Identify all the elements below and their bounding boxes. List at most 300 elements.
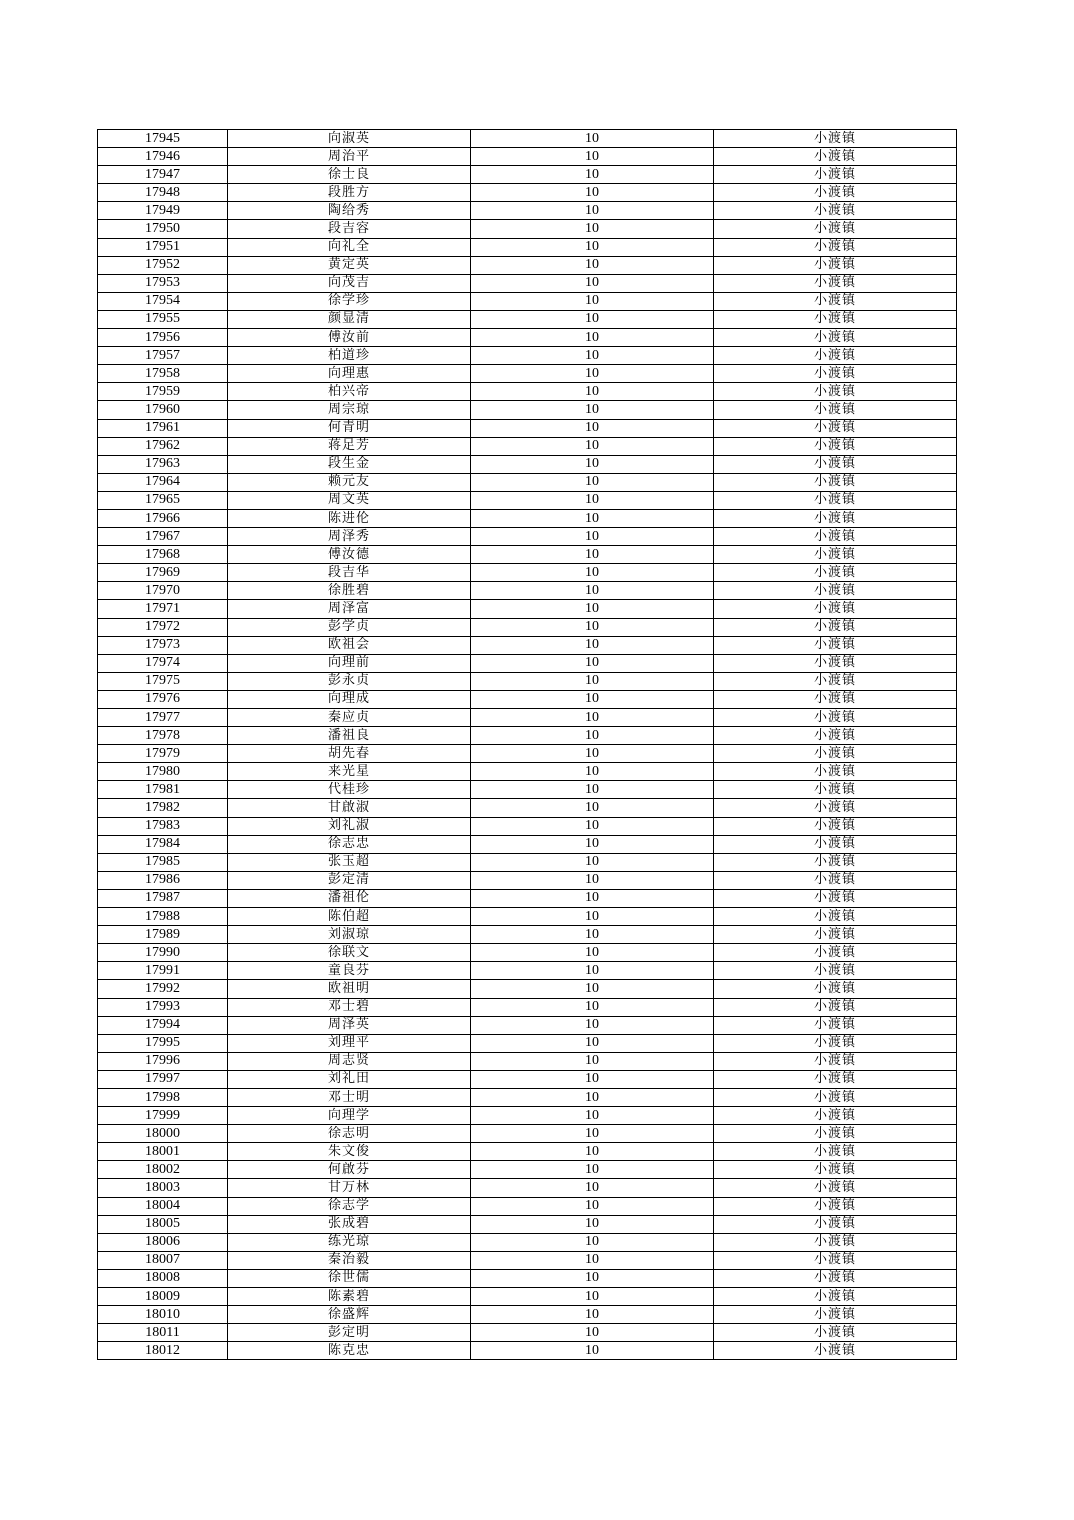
- amount-cell: 10: [471, 491, 714, 509]
- table-row: [98, 292, 957, 310]
- town-cell: 小渡镇: [714, 1306, 957, 1324]
- amount-cell: 10: [471, 727, 714, 745]
- town-cell: 小渡镇: [714, 329, 957, 347]
- name-cell: 来光星: [228, 763, 471, 781]
- id-cell: 17970: [98, 582, 228, 600]
- table-row: [98, 781, 957, 799]
- table-row: [98, 1070, 957, 1088]
- id-cell: 17985: [98, 853, 228, 871]
- table-row: [98, 437, 957, 455]
- id-cell: 18010: [98, 1306, 228, 1324]
- amount-cell: 10: [471, 962, 714, 980]
- name-cell: 周志贤: [228, 1052, 471, 1070]
- town-cell: 小渡镇: [714, 401, 957, 419]
- town-cell: 小渡镇: [714, 455, 957, 473]
- town-cell: 小渡镇: [714, 220, 957, 238]
- name-cell: 向茂吉: [228, 274, 471, 292]
- name-cell: 周治平: [228, 148, 471, 166]
- id-cell: 17964: [98, 473, 228, 491]
- town-cell: 小渡镇: [714, 437, 957, 455]
- name-cell: 彭永贞: [228, 672, 471, 690]
- name-cell: 彭学贞: [228, 618, 471, 636]
- table-row: [98, 799, 957, 817]
- id-cell: 18000: [98, 1125, 228, 1143]
- table-row: [98, 509, 957, 527]
- amount-cell: 10: [471, 437, 714, 455]
- table-row: [98, 853, 957, 871]
- town-cell: 小渡镇: [714, 1342, 957, 1360]
- amount-cell: 10: [471, 1016, 714, 1034]
- amount-cell: 10: [471, 1088, 714, 1106]
- town-cell: 小渡镇: [714, 835, 957, 853]
- id-cell: 17969: [98, 564, 228, 582]
- amount-cell: 10: [471, 184, 714, 202]
- town-cell: 小渡镇: [714, 926, 957, 944]
- town-cell: 小渡镇: [714, 1070, 957, 1088]
- amount-cell: 10: [471, 365, 714, 383]
- amount-cell: 10: [471, 1233, 714, 1251]
- table-row: [98, 1034, 957, 1052]
- name-cell: 段吉华: [228, 564, 471, 582]
- id-cell: 17988: [98, 908, 228, 926]
- town-cell: 小渡镇: [714, 618, 957, 636]
- amount-cell: 10: [471, 202, 714, 220]
- name-cell: 秦应贞: [228, 709, 471, 727]
- amount-cell: 10: [471, 1324, 714, 1342]
- amount-cell: 10: [471, 1161, 714, 1179]
- table-row: [98, 1288, 957, 1306]
- town-cell: 小渡镇: [714, 727, 957, 745]
- amount-cell: 10: [471, 528, 714, 546]
- table-row: [98, 763, 957, 781]
- amount-cell: 10: [471, 654, 714, 672]
- table-row: [98, 166, 957, 184]
- id-cell: 17997: [98, 1070, 228, 1088]
- name-cell: 赖元友: [228, 473, 471, 491]
- name-cell: 黄定英: [228, 256, 471, 274]
- amount-cell: 10: [471, 944, 714, 962]
- name-cell: 柏道珍: [228, 347, 471, 365]
- amount-cell: 10: [471, 835, 714, 853]
- name-cell: 周泽秀: [228, 528, 471, 546]
- amount-cell: 10: [471, 238, 714, 256]
- table-row: [98, 1161, 957, 1179]
- id-cell: 17996: [98, 1052, 228, 1070]
- name-cell: 傅汝前: [228, 329, 471, 347]
- town-cell: 小渡镇: [714, 654, 957, 672]
- name-cell: 张玉超: [228, 853, 471, 871]
- id-cell: 17979: [98, 745, 228, 763]
- id-cell: 17971: [98, 600, 228, 618]
- amount-cell: 10: [471, 509, 714, 527]
- id-cell: 17981: [98, 781, 228, 799]
- id-cell: 17949: [98, 202, 228, 220]
- table-row: [98, 926, 957, 944]
- name-cell: 徐志忠: [228, 835, 471, 853]
- town-cell: 小渡镇: [714, 582, 957, 600]
- table-row: [98, 256, 957, 274]
- table-row: [98, 202, 957, 220]
- name-cell: 欧祖明: [228, 980, 471, 998]
- table-row: [98, 582, 957, 600]
- table-row: [98, 727, 957, 745]
- name-cell: 向理前: [228, 654, 471, 672]
- amount-cell: 10: [471, 347, 714, 365]
- table-row: [98, 1233, 957, 1251]
- name-cell: 胡先春: [228, 745, 471, 763]
- town-cell: 小渡镇: [714, 817, 957, 835]
- town-cell: 小渡镇: [714, 274, 957, 292]
- name-cell: 刘理平: [228, 1034, 471, 1052]
- table-row: [98, 980, 957, 998]
- amount-cell: 10: [471, 1034, 714, 1052]
- id-cell: 17978: [98, 727, 228, 745]
- id-cell: 17966: [98, 509, 228, 527]
- id-cell: 18003: [98, 1179, 228, 1197]
- name-cell: 蒋足芳: [228, 437, 471, 455]
- table-row: [98, 1197, 957, 1215]
- town-cell: 小渡镇: [714, 419, 957, 437]
- id-cell: 17950: [98, 220, 228, 238]
- amount-cell: 10: [471, 1342, 714, 1360]
- amount-cell: 10: [471, 166, 714, 184]
- table-row: [98, 1179, 957, 1197]
- name-cell: 傅汝德: [228, 546, 471, 564]
- town-cell: 小渡镇: [714, 799, 957, 817]
- name-cell: 朱文俊: [228, 1143, 471, 1161]
- name-cell: 段生金: [228, 455, 471, 473]
- table-row: [98, 1251, 957, 1269]
- name-cell: 周宗琼: [228, 401, 471, 419]
- amount-cell: 10: [471, 473, 714, 491]
- amount-cell: 10: [471, 745, 714, 763]
- name-cell: 何啟芬: [228, 1161, 471, 1179]
- town-cell: 小渡镇: [714, 1034, 957, 1052]
- amount-cell: 10: [471, 1197, 714, 1215]
- id-cell: 17991: [98, 962, 228, 980]
- amount-cell: 10: [471, 1269, 714, 1287]
- amount-cell: 10: [471, 871, 714, 889]
- town-cell: 小渡镇: [714, 908, 957, 926]
- amount-cell: 10: [471, 292, 714, 310]
- table-row: [98, 636, 957, 654]
- id-cell: 18007: [98, 1251, 228, 1269]
- amount-cell: 10: [471, 455, 714, 473]
- town-cell: 小渡镇: [714, 600, 957, 618]
- town-cell: 小渡镇: [714, 1088, 957, 1106]
- id-cell: 17947: [98, 166, 228, 184]
- id-cell: 18002: [98, 1161, 228, 1179]
- town-cell: 小渡镇: [714, 1107, 957, 1125]
- name-cell: 向理成: [228, 690, 471, 708]
- id-cell: 17986: [98, 871, 228, 889]
- amount-cell: 10: [471, 672, 714, 690]
- id-cell: 17999: [98, 1107, 228, 1125]
- town-cell: 小渡镇: [714, 1179, 957, 1197]
- amount-cell: 10: [471, 853, 714, 871]
- amount-cell: 10: [471, 130, 714, 148]
- town-cell: 小渡镇: [714, 473, 957, 491]
- amount-cell: 10: [471, 1179, 714, 1197]
- table-row: [98, 1324, 957, 1342]
- town-cell: 小渡镇: [714, 1016, 957, 1034]
- amount-cell: 10: [471, 636, 714, 654]
- id-cell: 17989: [98, 926, 228, 944]
- town-cell: 小渡镇: [714, 491, 957, 509]
- table-row: [98, 672, 957, 690]
- id-cell: 17959: [98, 383, 228, 401]
- table-row: [98, 401, 957, 419]
- name-cell: 徐联文: [228, 944, 471, 962]
- table-row: [98, 745, 957, 763]
- id-cell: 17945: [98, 130, 228, 148]
- amount-cell: 10: [471, 220, 714, 238]
- amount-cell: 10: [471, 799, 714, 817]
- amount-cell: 10: [471, 763, 714, 781]
- amount-cell: 10: [471, 1306, 714, 1324]
- table-row: [98, 148, 957, 166]
- table-row: [98, 600, 957, 618]
- name-cell: 秦治毅: [228, 1251, 471, 1269]
- town-cell: 小渡镇: [714, 365, 957, 383]
- id-cell: 17956: [98, 329, 228, 347]
- amount-cell: 10: [471, 383, 714, 401]
- id-cell: 17995: [98, 1034, 228, 1052]
- id-cell: 18012: [98, 1342, 228, 1360]
- town-cell: 小渡镇: [714, 998, 957, 1016]
- table-row: [98, 1016, 957, 1034]
- amount-cell: 10: [471, 690, 714, 708]
- town-cell: 小渡镇: [714, 148, 957, 166]
- table-row: [98, 564, 957, 582]
- name-cell: 刘礼田: [228, 1070, 471, 1088]
- amount-cell: 10: [471, 546, 714, 564]
- table-row: [98, 618, 957, 636]
- id-cell: 18011: [98, 1324, 228, 1342]
- amount-cell: 10: [471, 1125, 714, 1143]
- amount-cell: 10: [471, 889, 714, 907]
- table-row: [98, 1215, 957, 1233]
- table-row: [98, 491, 957, 509]
- name-cell: 甘万林: [228, 1179, 471, 1197]
- id-cell: 17957: [98, 347, 228, 365]
- table-row: [98, 455, 957, 473]
- name-cell: 周泽富: [228, 600, 471, 618]
- name-cell: 何青明: [228, 419, 471, 437]
- name-cell: 童良芬: [228, 962, 471, 980]
- table-row: [98, 365, 957, 383]
- name-cell: 彭定清: [228, 871, 471, 889]
- town-cell: 小渡镇: [714, 292, 957, 310]
- name-cell: 向礼全: [228, 238, 471, 256]
- town-cell: 小渡镇: [714, 546, 957, 564]
- table-row: [98, 383, 957, 401]
- table-row: [98, 1052, 957, 1070]
- name-cell: 段吉容: [228, 220, 471, 238]
- amount-cell: 10: [471, 1107, 714, 1125]
- town-cell: 小渡镇: [714, 1269, 957, 1287]
- table-row: [98, 1342, 957, 1360]
- name-cell: 欧祖会: [228, 636, 471, 654]
- name-cell: 周泽英: [228, 1016, 471, 1034]
- name-cell: 陶给秀: [228, 202, 471, 220]
- table-body: [98, 130, 957, 1360]
- id-cell: 17992: [98, 980, 228, 998]
- id-cell: 17984: [98, 835, 228, 853]
- town-cell: 小渡镇: [714, 166, 957, 184]
- town-cell: 小渡镇: [714, 1288, 957, 1306]
- town-cell: 小渡镇: [714, 1233, 957, 1251]
- town-cell: 小渡镇: [714, 310, 957, 328]
- amount-cell: 10: [471, 926, 714, 944]
- table-row: [98, 835, 957, 853]
- amount-cell: 10: [471, 908, 714, 926]
- name-cell: 练光琼: [228, 1233, 471, 1251]
- name-cell: 陈素碧: [228, 1288, 471, 1306]
- name-cell: 陈伯超: [228, 908, 471, 926]
- town-cell: 小渡镇: [714, 256, 957, 274]
- town-cell: 小渡镇: [714, 202, 957, 220]
- name-cell: 刘礼淑: [228, 817, 471, 835]
- amount-cell: 10: [471, 1143, 714, 1161]
- table-row: [98, 1088, 957, 1106]
- table-row: [98, 998, 957, 1016]
- amount-cell: 10: [471, 1052, 714, 1070]
- amount-cell: 10: [471, 1070, 714, 1088]
- name-cell: 陈进伦: [228, 509, 471, 527]
- id-cell: 17975: [98, 672, 228, 690]
- name-cell: 周文英: [228, 491, 471, 509]
- table-row: [98, 274, 957, 292]
- town-cell: 小渡镇: [714, 1197, 957, 1215]
- id-cell: 17954: [98, 292, 228, 310]
- amount-cell: 10: [471, 419, 714, 437]
- name-cell: 徐士良: [228, 166, 471, 184]
- town-cell: 小渡镇: [714, 509, 957, 527]
- id-cell: 17983: [98, 817, 228, 835]
- table-row: [98, 329, 957, 347]
- town-cell: 小渡镇: [714, 690, 957, 708]
- id-cell: 17952: [98, 256, 228, 274]
- name-cell: 徐志明: [228, 1125, 471, 1143]
- town-cell: 小渡镇: [714, 672, 957, 690]
- table-row: [98, 944, 957, 962]
- name-cell: 邓士碧: [228, 998, 471, 1016]
- name-cell: 代桂珍: [228, 781, 471, 799]
- table-row: [98, 546, 957, 564]
- amount-cell: 10: [471, 980, 714, 998]
- name-cell: 向理惠: [228, 365, 471, 383]
- id-cell: 17967: [98, 528, 228, 546]
- town-cell: 小渡镇: [714, 944, 957, 962]
- town-cell: 小渡镇: [714, 853, 957, 871]
- town-cell: 小渡镇: [714, 962, 957, 980]
- table-row: [98, 1143, 957, 1161]
- table-row: [98, 690, 957, 708]
- town-cell: 小渡镇: [714, 130, 957, 148]
- name-cell: 刘淑琼: [228, 926, 471, 944]
- amount-cell: 10: [471, 564, 714, 582]
- town-cell: 小渡镇: [714, 238, 957, 256]
- town-cell: 小渡镇: [714, 709, 957, 727]
- name-cell: 潘祖良: [228, 727, 471, 745]
- amount-cell: 10: [471, 709, 714, 727]
- name-cell: 颜显清: [228, 310, 471, 328]
- name-cell: 邓士明: [228, 1088, 471, 1106]
- table-row: [98, 908, 957, 926]
- table-row: [98, 238, 957, 256]
- table-row: [98, 473, 957, 491]
- town-cell: 小渡镇: [714, 564, 957, 582]
- town-cell: 小渡镇: [714, 1324, 957, 1342]
- town-cell: 小渡镇: [714, 383, 957, 401]
- table-row: [98, 184, 957, 202]
- table-row: [98, 889, 957, 907]
- table-row: [98, 1269, 957, 1287]
- name-cell: 柏兴帝: [228, 383, 471, 401]
- amount-cell: 10: [471, 1251, 714, 1269]
- id-cell: 17968: [98, 546, 228, 564]
- town-cell: 小渡镇: [714, 1125, 957, 1143]
- id-cell: 17961: [98, 419, 228, 437]
- town-cell: 小渡镇: [714, 636, 957, 654]
- id-cell: 17946: [98, 148, 228, 166]
- name-cell: 甘啟淑: [228, 799, 471, 817]
- table-row: [98, 528, 957, 546]
- amount-cell: 10: [471, 274, 714, 292]
- table-row: [98, 962, 957, 980]
- name-cell: 张成碧: [228, 1215, 471, 1233]
- id-cell: 17960: [98, 401, 228, 419]
- id-cell: 18001: [98, 1143, 228, 1161]
- id-cell: 17994: [98, 1016, 228, 1034]
- name-cell: 徐盛辉: [228, 1306, 471, 1324]
- table-row: [98, 130, 957, 148]
- amount-cell: 10: [471, 1215, 714, 1233]
- id-cell: 17948: [98, 184, 228, 202]
- id-cell: 18009: [98, 1288, 228, 1306]
- town-cell: 小渡镇: [714, 1143, 957, 1161]
- amount-cell: 10: [471, 148, 714, 166]
- id-cell: 17951: [98, 238, 228, 256]
- id-cell: 17990: [98, 944, 228, 962]
- amount-cell: 10: [471, 618, 714, 636]
- town-cell: 小渡镇: [714, 1161, 957, 1179]
- town-cell: 小渡镇: [714, 745, 957, 763]
- town-cell: 小渡镇: [714, 184, 957, 202]
- town-cell: 小渡镇: [714, 1251, 957, 1269]
- name-cell: 徐胜碧: [228, 582, 471, 600]
- name-cell: 彭定明: [228, 1324, 471, 1342]
- id-cell: 17998: [98, 1088, 228, 1106]
- amount-cell: 10: [471, 998, 714, 1016]
- id-cell: 17965: [98, 491, 228, 509]
- table-row: [98, 419, 957, 437]
- town-cell: 小渡镇: [714, 980, 957, 998]
- id-cell: 17977: [98, 709, 228, 727]
- town-cell: 小渡镇: [714, 528, 957, 546]
- amount-cell: 10: [471, 600, 714, 618]
- town-cell: 小渡镇: [714, 871, 957, 889]
- id-cell: 17958: [98, 365, 228, 383]
- id-cell: 17953: [98, 274, 228, 292]
- id-cell: 17963: [98, 455, 228, 473]
- amount-cell: 10: [471, 781, 714, 799]
- town-cell: 小渡镇: [714, 763, 957, 781]
- id-cell: 18008: [98, 1269, 228, 1287]
- table-row: [98, 1306, 957, 1324]
- table-row: [98, 709, 957, 727]
